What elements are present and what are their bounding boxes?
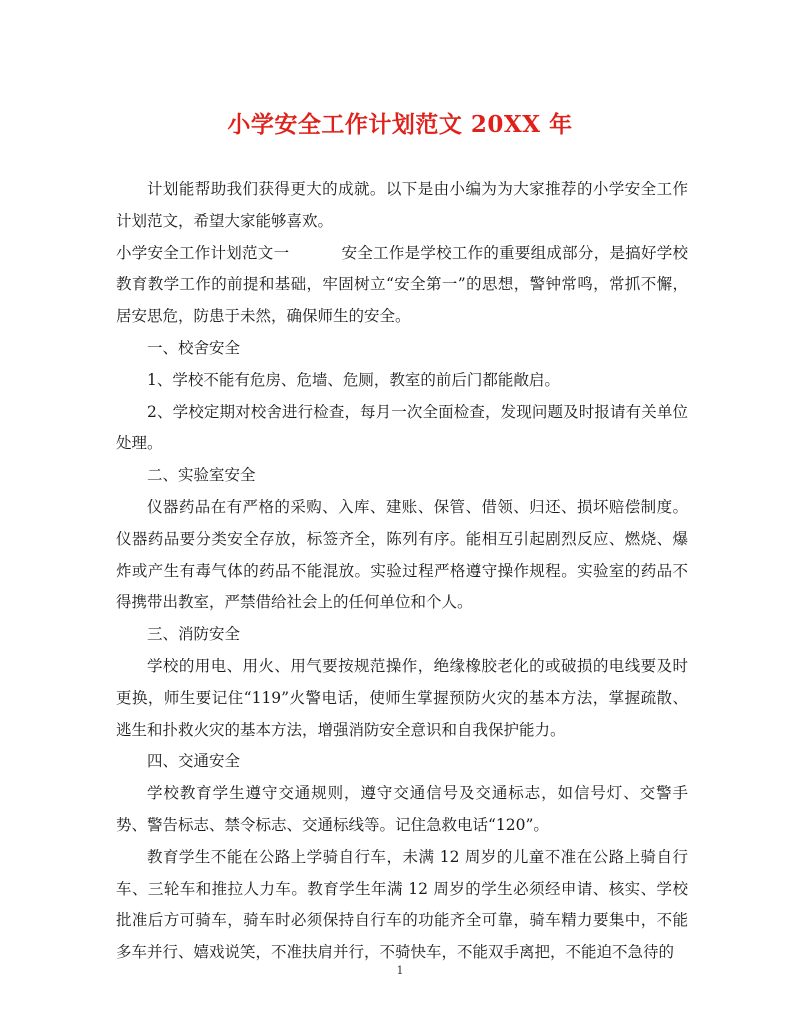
section-heading: 三、消防安全 — [147, 625, 241, 644]
article-label: 小学安全工作计划范文一 — [116, 243, 290, 262]
document-title: 小学安全工作计划范文 20XX 年 — [227, 111, 573, 138]
paragraph: 仪器药品在有严格的采购、入库、建账、保管、借领、归还、损坏赔偿制度。仪器药品要分类安全存放，标签齐全，陈列有序。能相互引起剧烈反应、燃烧、爆炸或产生有毒气体的药品不能混放。实验过程严格遵守操作规程。实验室的药品不得携带出教室，严禁借给社会上的任何单位和个人。 — [116, 497, 688, 612]
article-lead: 安全工作是学校工作的重要组成部分，是搞好学校教育教学工作的前提和基础，牢固树立“安全第一”的思想，警钟常鸣，常抓不懈，居安思危，防患于未然，确保师生的安全。 — [116, 243, 688, 326]
paragraph: 1、学校不能有危房、危墙、危厕，教室的前后门都能敞启。 — [147, 370, 560, 389]
paragraph: 学校教育学生遵守交通规则，遵守交通信号及交通标志，如信号灯、交警手势、警告标志、禁令标志、交通标线等。记住急救电话“120”。 — [116, 784, 688, 834]
page-number: 1 — [396, 964, 404, 977]
intro-paragraph: 计划能帮助我们获得更大的成就。以下是由小编为为大家推荐的小学安全工作计划范文，希望大家能够喜欢。 — [116, 180, 688, 230]
article-lead-paragraph — [116, 238, 688, 333]
paragraph: 2、学校定期对校舍进行检查，每月一次全面检查，发现问题及时报请有关单位处理。 — [116, 402, 688, 453]
document-body — [116, 174, 688, 969]
section-heading: 二、实验室安全 — [147, 466, 256, 485]
section-heading: 四、交通安全 — [147, 752, 241, 771]
paragraph: 学校的用电、用火、用气要按规范操作，绝缘橡胶老化的或破损的电线要及时更换，师生要记住“119”火警电话，使师生掌握预防火灾的基本方法，掌握疏散、逃生和扑救火灾的基本方法，增强消防安全意识和自我保护能力。 — [116, 656, 688, 739]
section-heading: 一、校舍安全 — [147, 338, 241, 357]
paragraph: 教育学生不能在公路上学骑自行车，未满 12 周岁的儿童不准在公路上骑自行车、三轮车和推拉人力车。教育学生年满 12 周岁的学生必须经申请、核实、学校批准后方可骑车，骑车时必须保持自行车的功能齐全可靠，骑车精力要集中，不能多车并行、嬉戏说笑，不准扶肩并行，不骑快车，不能双手离把，不能迫不急待的 — [116, 847, 688, 962]
